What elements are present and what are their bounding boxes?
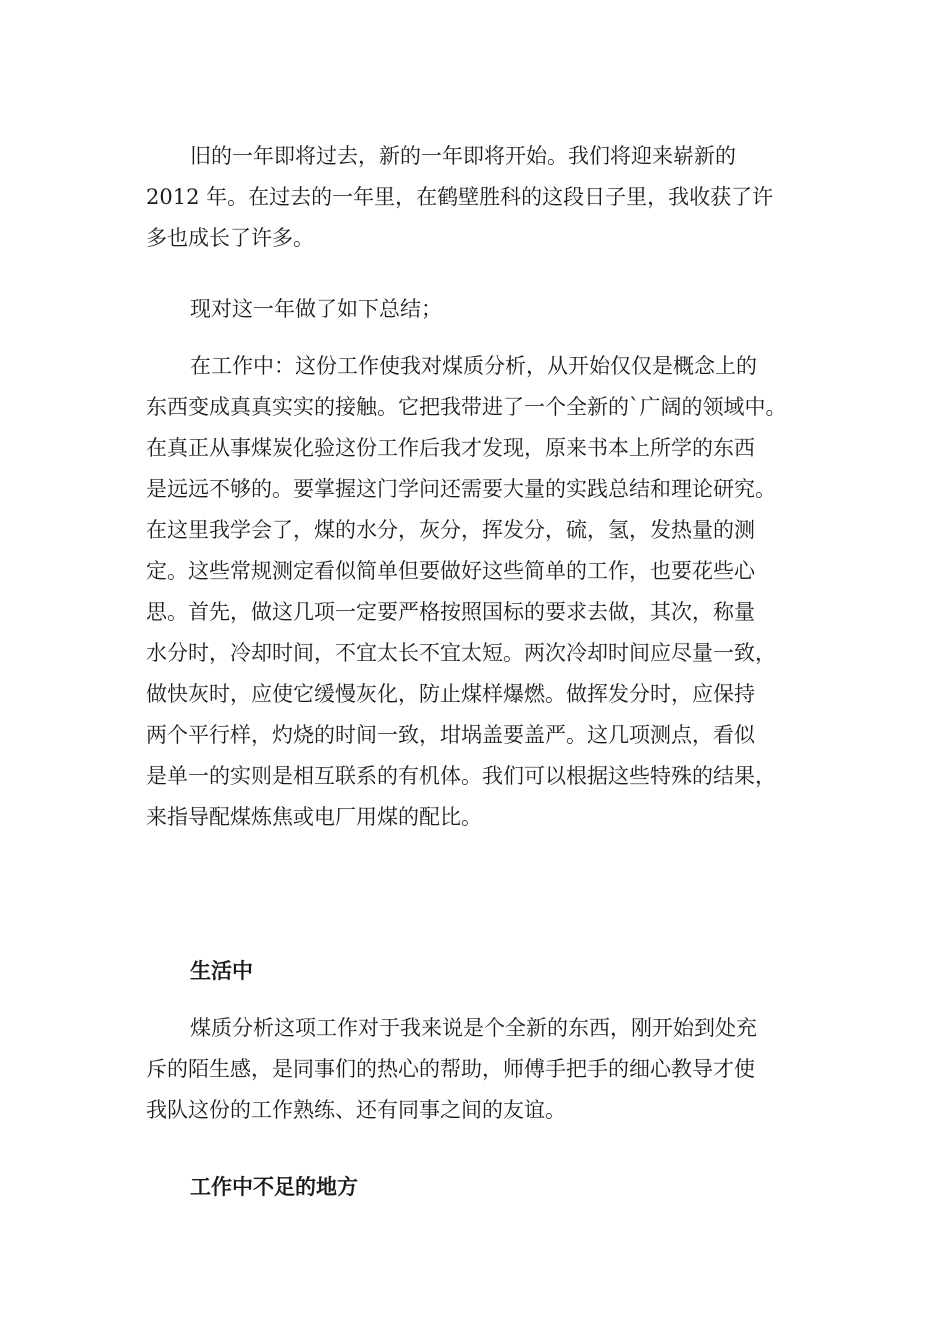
work-paragraph: [146, 346, 826, 838]
paragraph-line: 现对这一年做了如下总结；: [190, 297, 442, 321]
paragraph-line: 东西变成真真实实的接触。它把我带进了一个全新的`广阔的领域中。: [146, 395, 787, 419]
paragraph-line: 2012 年。在过去的一年里，在鹤壁胜科的这段日子里，我收获了许: [146, 185, 774, 209]
paragraph-line: 是单一的实则是相互联系的有机体。我们可以根据这些特殊的结果，: [146, 764, 776, 788]
paragraph-line: 我队这份的工作熟练、还有同事之间的友谊。: [146, 1098, 566, 1122]
paragraph-line: 水分时，冷却时间，不宜太长不宜太短。两次冷却时间应尽量一致，: [146, 641, 776, 665]
paragraph-line: 做快灰时，应使它缓慢灰化，防止煤样爆燃。做挥发分时，应保持: [146, 682, 755, 706]
paragraph-line: 是远远不够的。要掌握这门学问还需要大量的实践总结和理论研究。: [146, 477, 776, 501]
paragraph-line: 在工作中：这份工作使我对煤质分析，从开始仅仅是概念上的: [190, 354, 757, 378]
shortcomings-heading: 工作中不足的地方: [190, 1174, 358, 1199]
paragraph-line: 旧的一年即将过去，新的一年即将开始。我们将迎来崭新的: [190, 144, 736, 168]
life-heading: 生活中: [190, 958, 253, 983]
paragraph-line: 两个平行样，灼烧的时间一致，坩埚盖要盖严。这几项测点，看似: [146, 723, 755, 747]
life-paragraph: [146, 1008, 826, 1131]
paragraph-line: 在真正从事煤炭化验这份工作后我才发现，原来书本上所学的东西: [146, 436, 755, 460]
paragraph-line: 在这里我学会了，煤的水分，灰分，挥发分，硫，氢，发热量的测: [146, 518, 755, 542]
intro-paragraph: [146, 136, 826, 259]
paragraph-line: 定。这些常规测定看似简单但要做好这些简单的工作，也要花些心: [146, 559, 755, 583]
paragraph-line: 煤质分析这项工作对于我来说是个全新的东西，刚开始到处充: [190, 1016, 757, 1040]
paragraph-line: 来指导配煤炼焦或电厂用煤的配比。: [146, 805, 482, 829]
paragraph-line: 斥的陌生感，是同事们的热心的帮助，师傅手把手的细心教导才使: [146, 1057, 755, 1081]
paragraph-line: 思。首先，做这几项一定要严格按照国标的要求去做，其次，称量: [146, 600, 755, 624]
paragraph-line: 多也成长了许多。: [146, 226, 314, 250]
summary-intro: [146, 289, 826, 330]
